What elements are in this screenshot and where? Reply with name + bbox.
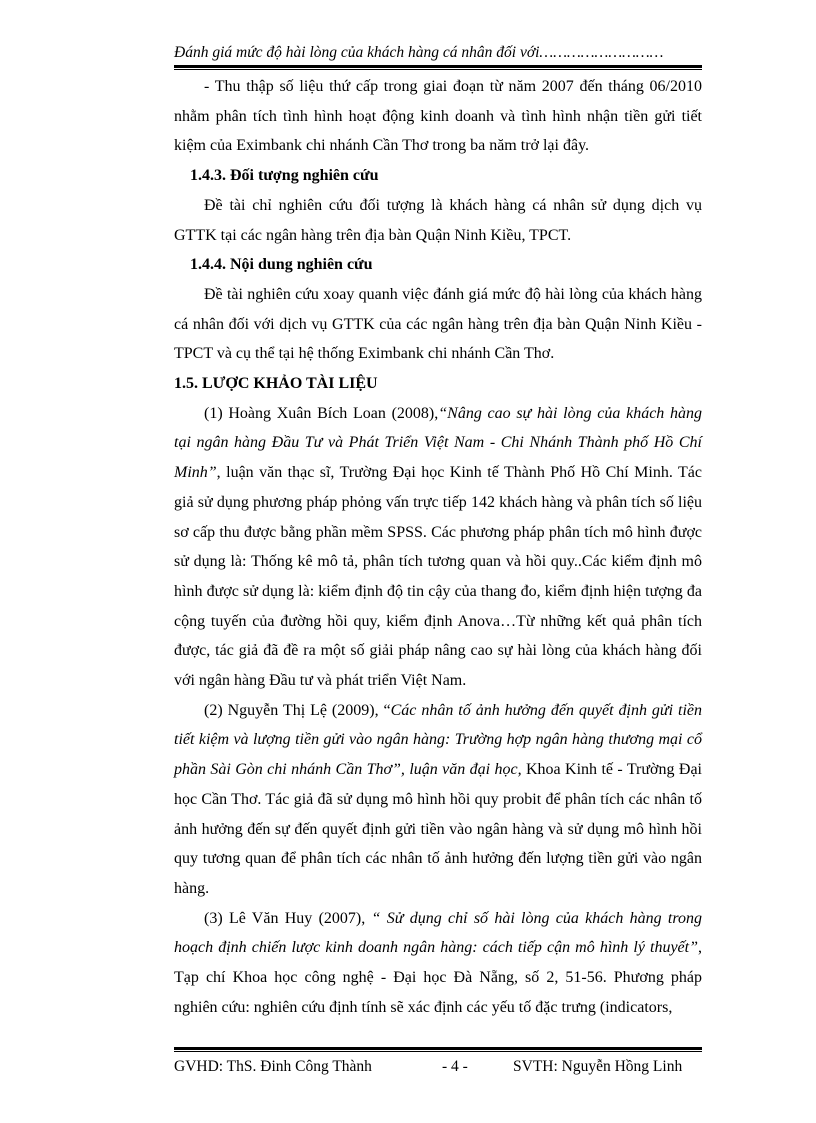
- reference-2-author: (2) Nguyễn Thị Lệ (2009), “: [204, 701, 391, 719]
- section-heading-1-4-3: 1.4.3. Đối tượng nghiên cứu: [190, 167, 379, 185]
- page-header-title: Đánh giá mức độ hài lòng của khách hàng cá nhân đối với………………………: [174, 44, 664, 61]
- reference-2-body: Khoa Kinh tế - Trường Đại học Cần Thơ. Tác giả đã sử dụng mô hình hồi quy probit để phân tích các nhân tố ảnh hưởng đến sự đến quyết định gửi tiền vào ngân hàng và sử dụng mô hình hồi quy tương quan để phân tích các nhân tố ảnh hưởng đến lượng tiền gửi vào ngân hàng.: [174, 761, 702, 897]
- header-rule-thin: [174, 69, 702, 70]
- section-heading-1-4-4: 1.4.4. Nội dung nghiên cứu: [190, 256, 373, 274]
- paragraph-1-4-4: Đề tài nghiên cứu xoay quanh việc đánh giá mức độ hài lòng của khách hàng cá nhân đối với dịch vụ GTTK của các ngân hàng trên địa bàn Quận Ninh Kiều - TPCT và cụ thể tại hệ thống Eximbank chi nhánh Cần Thơ.: [174, 285, 702, 363]
- reference-1-title: “Nâng cao sự hài lòng của khách hàng tại ngân hàng Đầu Tư và Phát Triển Việt Nam - Chi Nhánh Thành phố Hồ Chí Minh”: [174, 404, 703, 482]
- document-body: [174, 72, 702, 1023]
- header-rule: [174, 65, 702, 68]
- paragraph-1-4-3: Đề tài chỉ nghiên cứu đối tượng là khách hàng cá nhân sử dụng dịch vụ GTTK tại các ngân hàng trên địa bàn Quận Ninh Kiều, TPCT.: [174, 196, 702, 244]
- section-heading-1-5: 1.5. LƯỢC KHẢO TÀI LIỆU: [174, 375, 378, 393]
- reference-3-title: “ Sử dụng chỉ số hài lòng của khách hàng trong hoạch định chiến lược kinh doanh ngân hàng: cách tiếp cận mô hình lý thuyết”: [174, 909, 702, 957]
- reference-1-author: (1) Hoàng Xuân Bích Loan (2008),: [204, 404, 439, 422]
- reference-3-body: , Tạp chí Khoa học công nghệ - Đại học Đà Nẵng, số 2, 51-56. Phương pháp nghiên cứu: nghiên cứu định tính sẽ xác định các yếu tố đặc trưng (indicators,: [174, 939, 702, 1016]
- intro-paragraph: - Thu thập số liệu thứ cấp trong giai đoạn từ năm 2007 đến tháng 06/2010 nhằm phân tích tình hình hoạt động kinh doanh và tình hình nhận tiền gửi tiết kiệm của Eximbank chi nhánh Cần Thơ trong ba năm trở lại đây.: [174, 78, 702, 155]
- reference-3-author: (3) Lê Văn Huy (2007),: [204, 909, 372, 927]
- reference-1-body: , luận văn thạc sĩ, Trường Đại học Kinh tế Thành Phố Hồ Chí Minh. Tác giả sử dụng phương pháp phỏng vấn trực tiếp 142 khách hàng và phân tích số liệu sơ cấp thu được bằng phần mềm SPSS. Các phương pháp phân tích mô hình được sử dụng là: Thống kê mô tả, phân tích tương quan và hồi quy..Các kiểm định mô hình được sử dụng là: kiểm định độ tin cậy của thang đo, kiểm định hiện tượng đa cộng tuyến của đường hồi quy, kiểm định Anova…Từ những kết quả phân tích được, tác giả đã đề ra một số giải pháp nâng cao sự hài lòng của khách hàng đối với ngân hàng Đầu tư và phát triển Việt Nam.: [174, 464, 702, 690]
- footer-page-number: - 4 -: [442, 1058, 468, 1075]
- footer-rule: [174, 1047, 702, 1050]
- reference-2-title: Các nhân tố ảnh hưởng đến quyết định gửi tiền tiết kiệm và lượng tiền gửi vào ngân hàng: Trường hợp ngân hàng thương mại cổ phần Sài Gòn chi nhánh Cần Thơ”, luận văn đại học,: [174, 701, 703, 779]
- reference-3: [174, 904, 702, 1023]
- footer-student: SVTH: Nguyễn Hồng Linh: [513, 1058, 683, 1075]
- footer-rule-thin: [174, 1051, 702, 1052]
- reference-2: [174, 696, 702, 904]
- footer-supervisor: GVHD: ThS. Đinh Công Thành: [174, 1058, 372, 1075]
- reference-1: [174, 399, 702, 696]
